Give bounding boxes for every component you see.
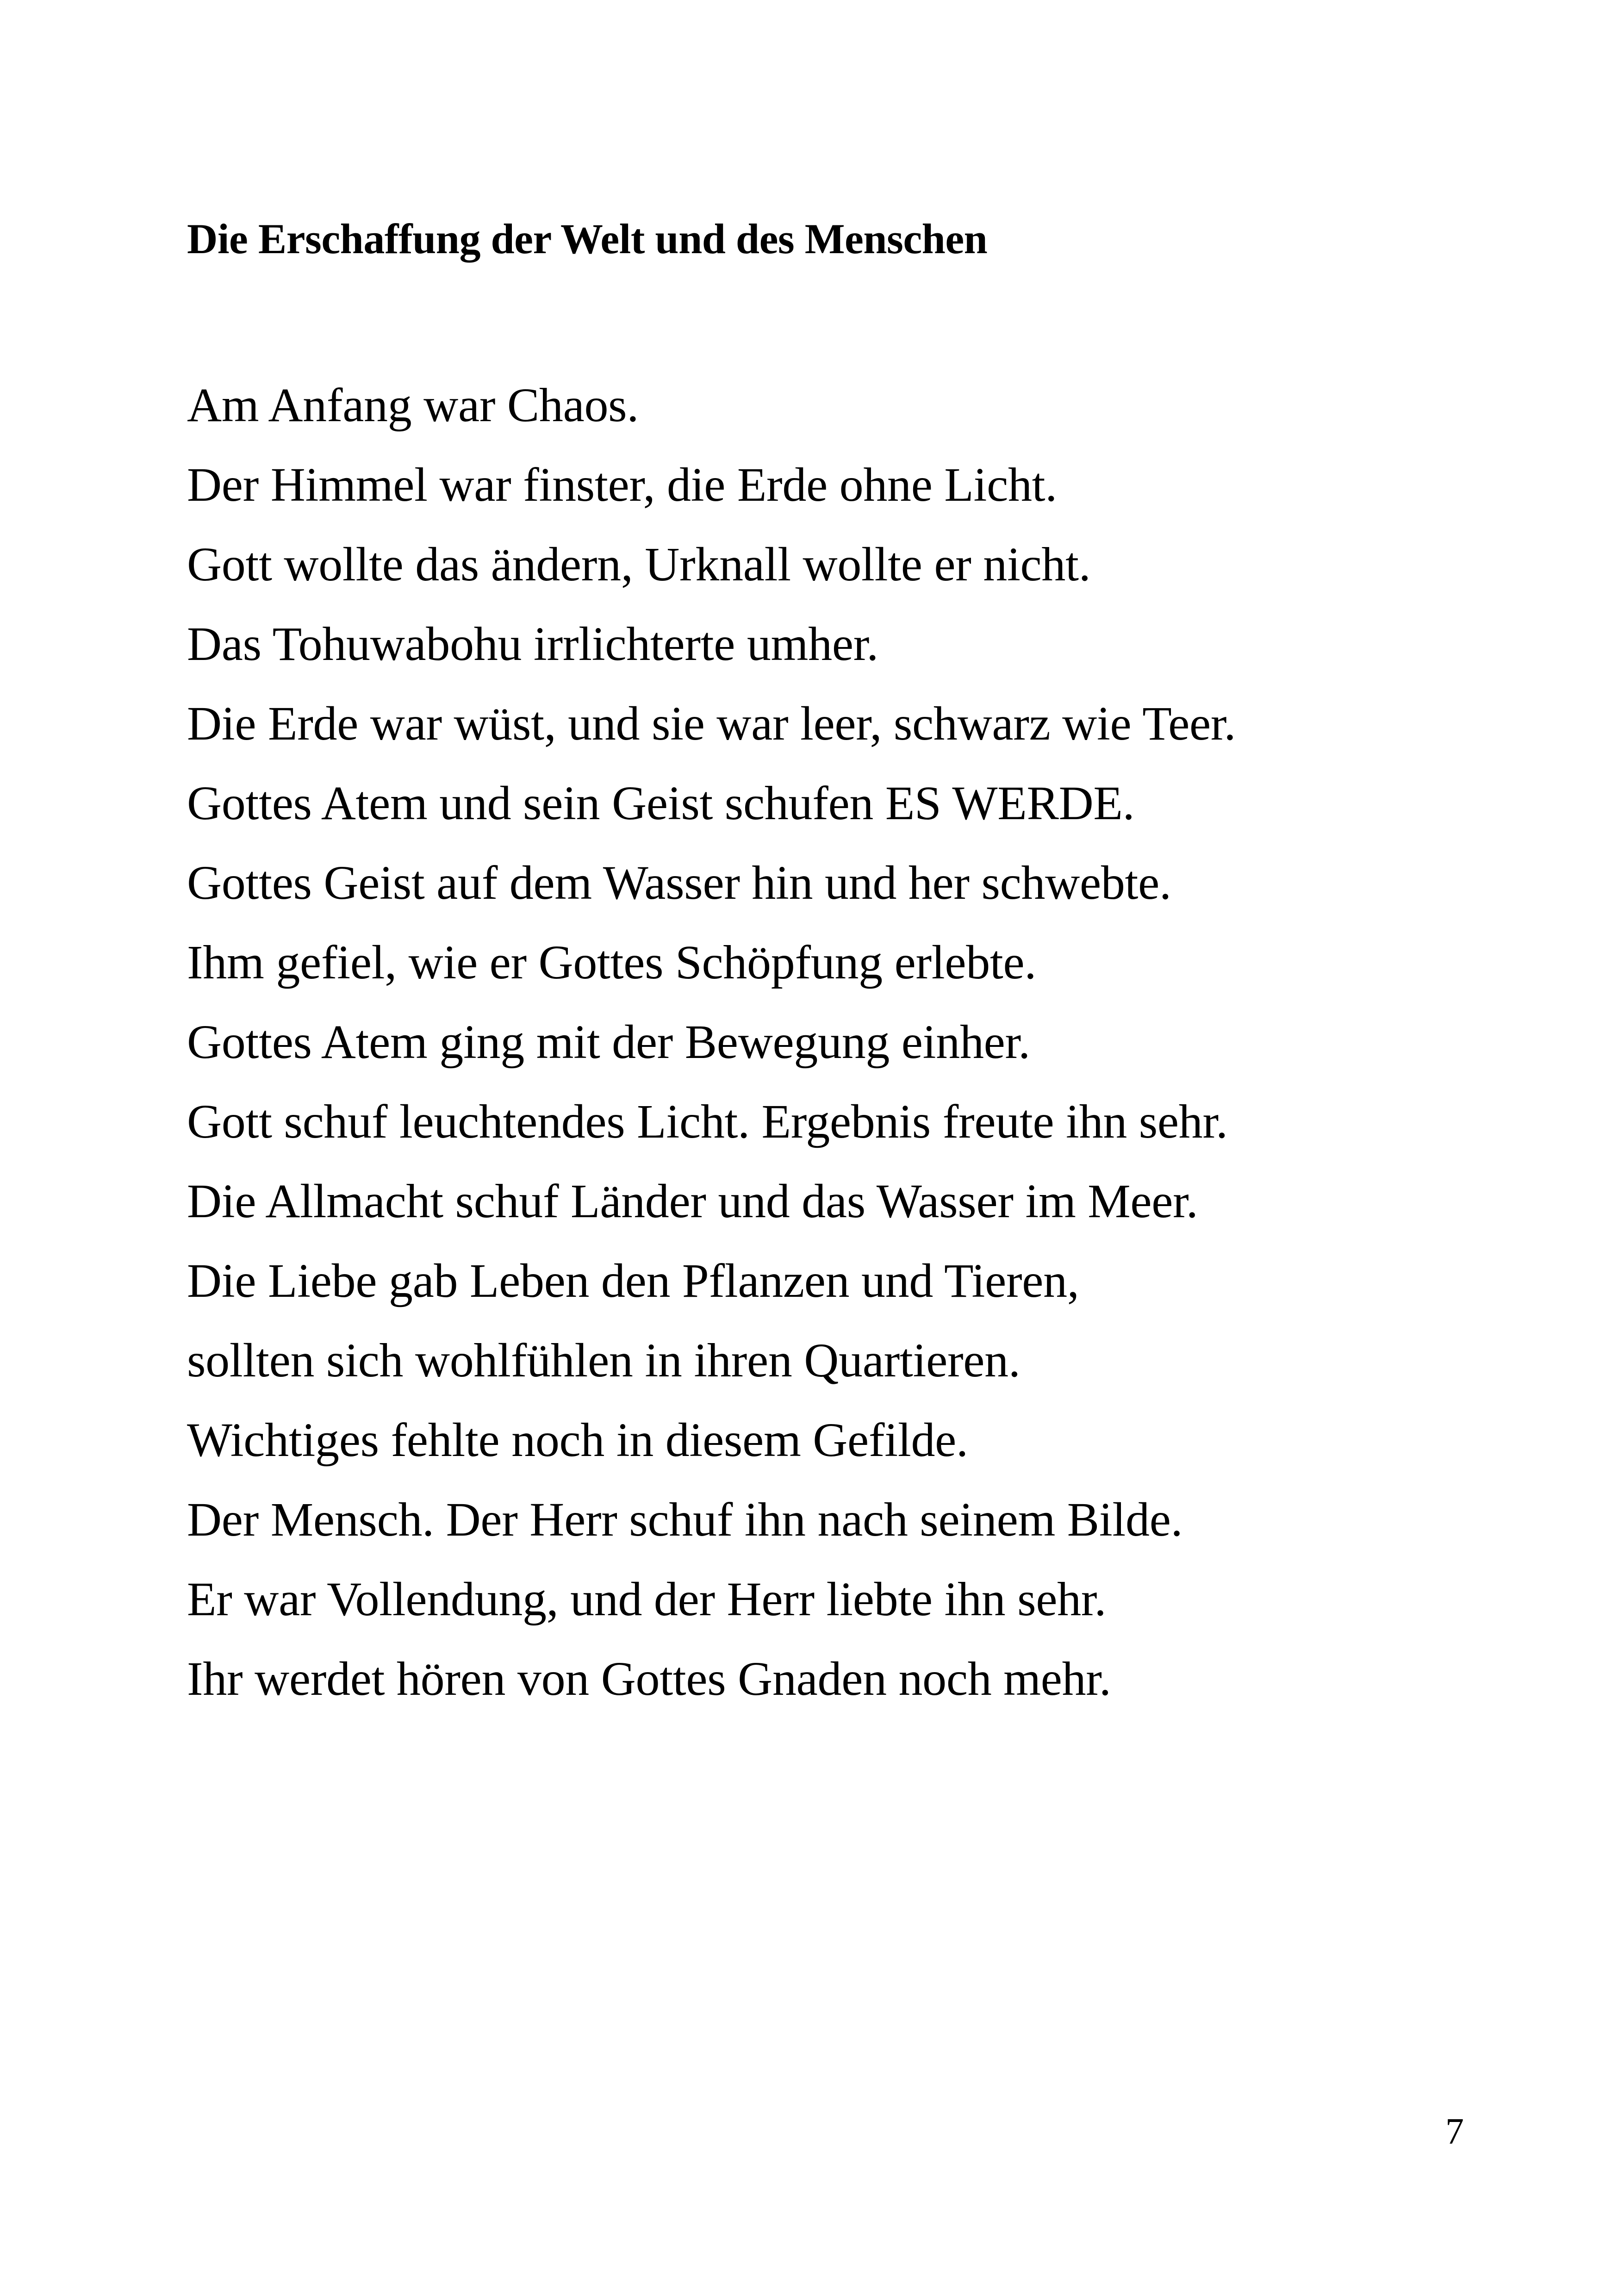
poem-line: Gottes Atem und sein Geist schufen ES WERDE.	[187, 777, 1135, 830]
poem-line: Wichtiges fehlte noch in diesem Gefilde.	[187, 1413, 968, 1467]
page-number: 7	[1445, 2111, 1464, 2152]
poem-line: Gott wollte das ändern, Urknall wollte er nicht.	[187, 538, 1091, 591]
poem-line: Das Tohuwabohu irrlichterte umher.	[187, 617, 878, 671]
poem-body	[187, 381, 1236, 1735]
poem-line: sollten sich wohlfühlen in ihren Quartieren.	[187, 1334, 1021, 1387]
poem-line: Gottes Atem ging mit der Bewegung einher.	[187, 1015, 1030, 1069]
poem-line: Der Himmel war finster, die Erde ohne Licht.	[187, 458, 1057, 511]
poem-line: Gott schuf leuchtendes Licht. Ergebnis freute ihn sehr.	[187, 1095, 1228, 1148]
poem-title: Die Erschaffung der Welt und des Menschen	[187, 215, 988, 262]
poem-line: Die Allmacht schuf Länder und das Wasser im Meer.	[187, 1175, 1198, 1228]
poem-line: Ihr werdet hören von Gottes Gnaden noch mehr.	[187, 1652, 1111, 1705]
poem-line: Der Mensch. Der Herr schuf ihn nach seinem Bilde.	[187, 1493, 1183, 1546]
poem-line: Ihm gefiel, wie er Gottes Schöpfung erlebte.	[187, 936, 1037, 989]
poem-line: Gottes Geist auf dem Wasser hin und her schwebte.	[187, 856, 1171, 909]
poem-line: Er war Vollendung, und der Herr liebte ihn sehr.	[187, 1573, 1107, 1626]
poem-line: Die Liebe gab Leben den Pflanzen und Tieren,	[187, 1254, 1079, 1307]
poem-line: Am Anfang war Chaos.	[187, 379, 639, 432]
poem-line: Die Erde war wüst, und sie war leer, schwarz wie Teer.	[187, 697, 1236, 750]
